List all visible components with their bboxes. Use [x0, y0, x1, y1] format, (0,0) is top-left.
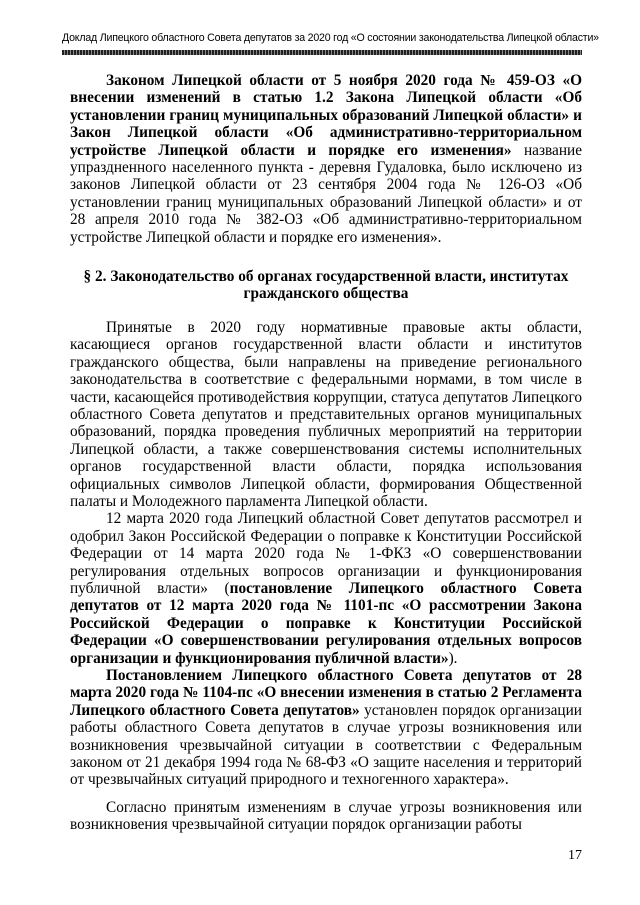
paragraph-text: название упраздненного населенного пункта - деревня Гудаловка, было исключено из законов Липецкой области от 23 сентября 2004 года № 126-ОЗ «Об установлении границ муниципальных образований Липецкой области» и от 28 апреля 2010 года № 382-ОЗ «Об административно-территориальном устройстве Липецкой области и порядке его изменения». — [70, 141, 582, 246]
paragraph-tail: ). — [448, 649, 458, 667]
paragraph-resolution-1104 — [70, 667, 582, 789]
law-title-bold: Законом Липецкой области от 5 ноября 2020 года № 459-ОЗ «О внесении изменений в статью 1.2 Закона Липецкой области «Об установлении границ муниципальных образований Липецкой области» и Закон Липецкой области «Об административно-территориальном устройстве Липецкой области и порядке его изменения» — [70, 72, 582, 159]
paragraph-text: Принятые в 2020 году нормативные правовые акты области, касающиеся органов государственной власти области и институтов гражданского общества, были направлены на приведение регионального законодательства в соответствие с федеральными нормами, в том числе в части, касающейся противодействия коррупции, статуса депутатов Липецкого областного Совета депутатов и представительных органов муниципальных образований, порядка проведения публичных мероприятий на территории Липецкой области, а также совершенствования системы исполнительных органов государственной власти области, порядка использования официальных символов Липецкой области, формирования Общественной палаты и Молодежного парламента Липецкой области. — [70, 318, 582, 510]
paragraph-constitution-amendment — [70, 510, 582, 667]
paragraph-normative-acts — [70, 319, 582, 510]
paragraph-text: 12 марта 2020 года Липецкий областной Совет депутатов рассмотрел и одобрил Закон Российской Федерации о поправке к Конституции Российской Федерации от 14 марта 2020 года № 1-ФКЗ «О совершенствовании регулирования отдельных вопросов организации и функционирования публичной власти» ( — [70, 510, 582, 597]
document-body — [70, 72, 582, 834]
paragraph-text: Согласно принятым изменениям в случае угрозы возникновения или возникновения чрезвычайной ситуации порядок организации работы — [70, 798, 582, 834]
section-heading: § 2. Законодательство об органах государственной власти, институтах гражданского общества — [83, 268, 569, 303]
page-number: 17 — [568, 848, 582, 863]
paragraph-emergency-changes — [70, 799, 582, 834]
paragraph-text: установлен порядок организации работы областного Совета депутатов в случае угрозы возникновения или возникновения чрезвычайной ситуации в соответствии с Федеральным законом от 21 декабря 1994 года № 68-ФЗ «О защите населения и территорий от чрезвычайных ситуаций природного и техногенного характера». — [70, 701, 582, 789]
header-rule — [62, 50, 582, 55]
running-header: Доклад Липецкого областного Совета депутатов за 2020 год «О состоянии законодательства Липецкой области» — [62, 32, 599, 44]
paragraph-law-459 — [70, 72, 582, 246]
resolution-1101-bold: постановление Липецкого областного Совета депутатов от 12 марта 2020 года № 1101-пс «О рассмотрении Закона Российской Федерации о поправке к Конституции Российской Федерации «О совершенствовании регулирования отдельных вопросов организации и функционирования публичной власти» — [70, 579, 582, 667]
resolution-1104-bold: Постановлением Липецкого областного Совета депутатов от 28 марта 2020 года № 1104-пс «О внесении изменения в статью 2 Регламента Липецкого областного Совета депутатов» — [70, 667, 582, 719]
